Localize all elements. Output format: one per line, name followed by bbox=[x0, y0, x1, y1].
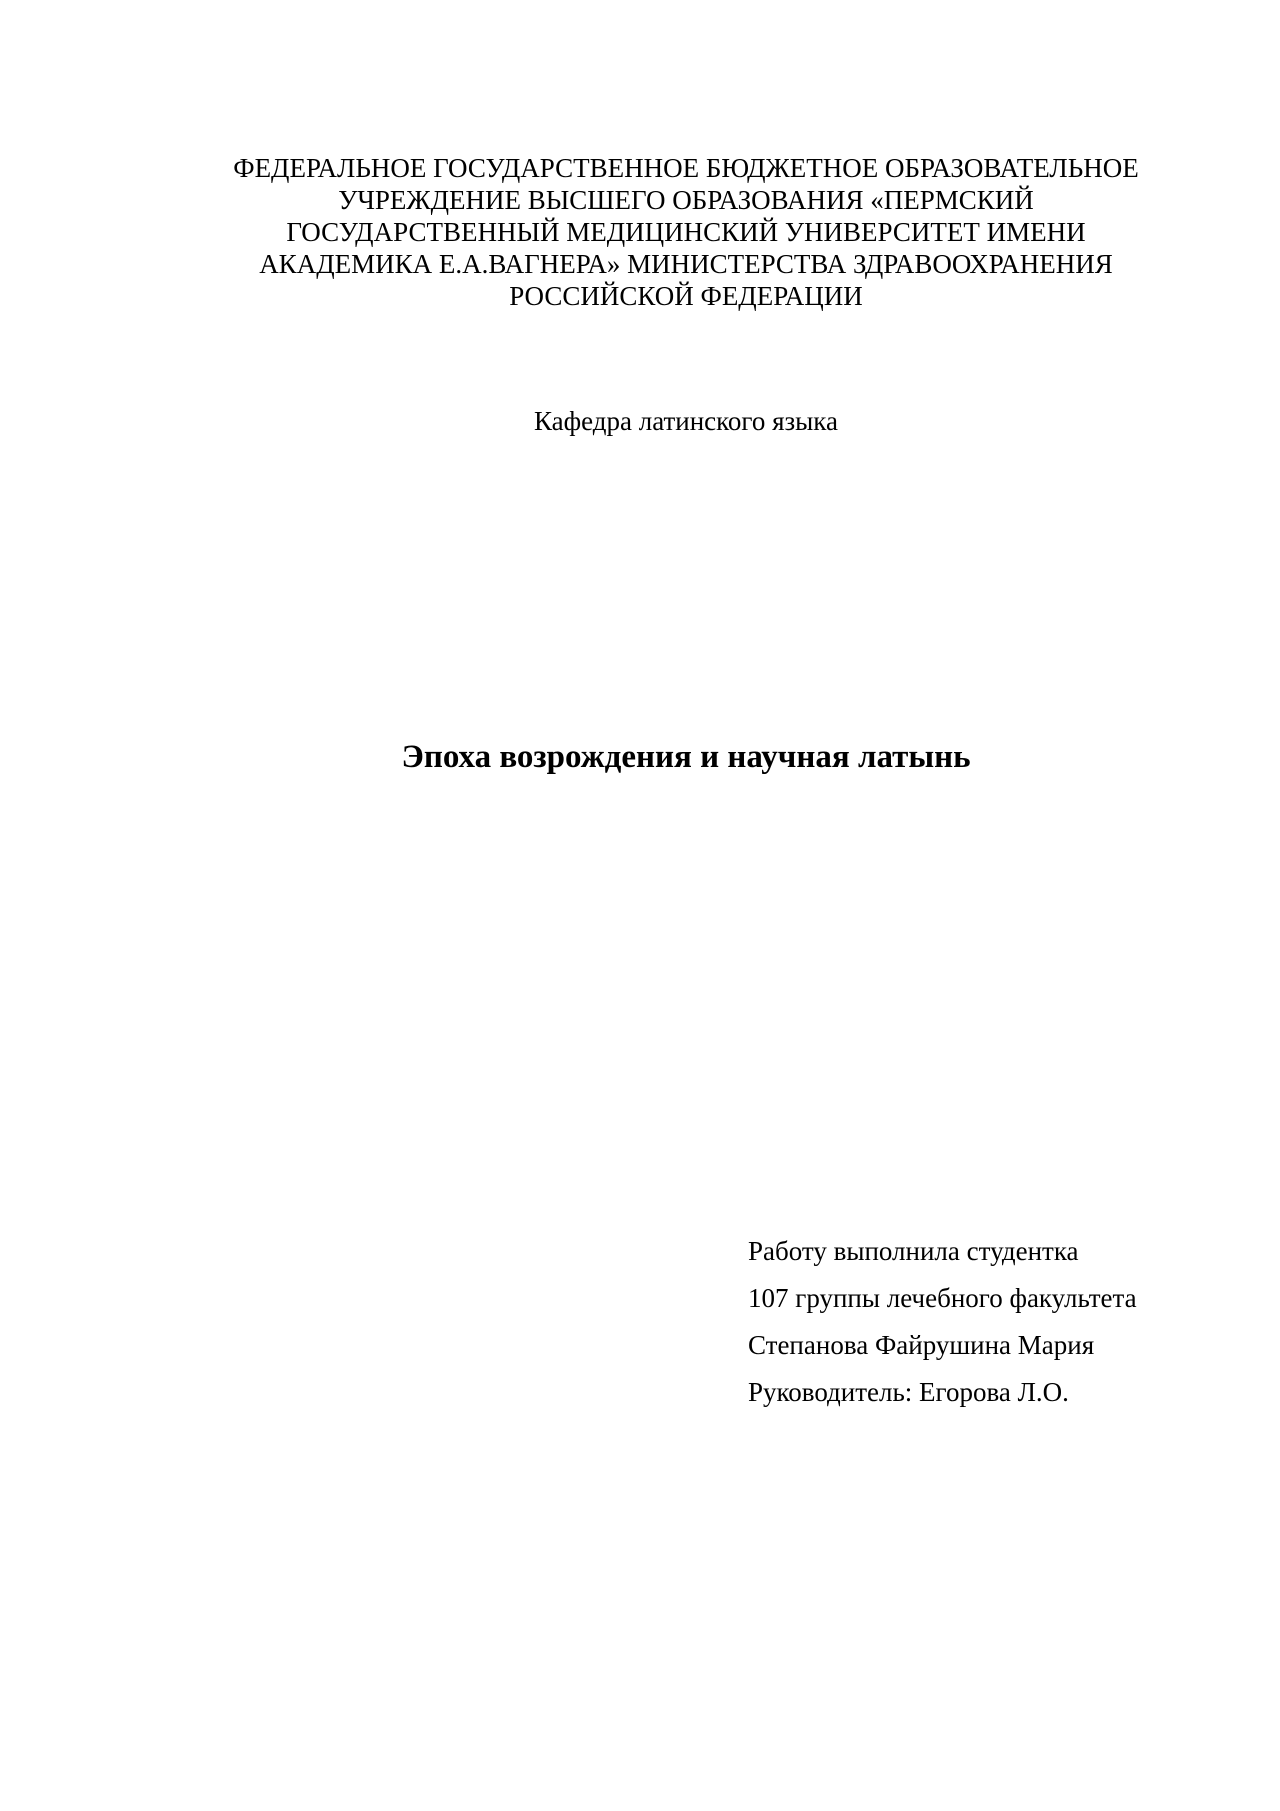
institution-header bbox=[190, 152, 1182, 312]
author-info-line: 107 группы лечебного факультета bbox=[748, 1283, 1137, 1313]
institution-line: ГОСУДАРСТВЕННЫЙ МЕДИЦИНСКИЙ УНИВЕРСИТЕТ ИМЕНИ bbox=[286, 217, 1086, 247]
document-title: Эпоха возрождения и научная латынь bbox=[401, 739, 971, 775]
author-info-line: Степанова Файрушина Мария bbox=[748, 1330, 1095, 1360]
author-info bbox=[748, 1235, 1228, 1423]
institution-line: РОССИЙСКОЙ ФЕДЕРАЦИИ bbox=[509, 281, 863, 311]
author-info-line: Работу выполнила студентка bbox=[748, 1236, 1079, 1266]
department-name: Кафедра латинского языка bbox=[534, 406, 838, 436]
institution-line: АКАДЕМИКА Е.А.ВАГНЕРА» МИНИСТЕРСТВА ЗДРАВООХРАНЕНИЯ bbox=[259, 249, 1113, 279]
supervisor-line: Руководитель: Егорова Л.О. bbox=[748, 1377, 1069, 1407]
institution-line: ФЕДЕРАЛЬНОЕ ГОСУДАРСТВЕННОЕ БЮДЖЕТНОЕ ОБРАЗОВАТЕЛЬНОЕ bbox=[233, 153, 1139, 183]
institution-line: УЧРЕЖДЕНИЕ ВЫСШЕГО ОБРАЗОВАНИЯ «ПЕРМСКИЙ bbox=[338, 185, 1034, 215]
